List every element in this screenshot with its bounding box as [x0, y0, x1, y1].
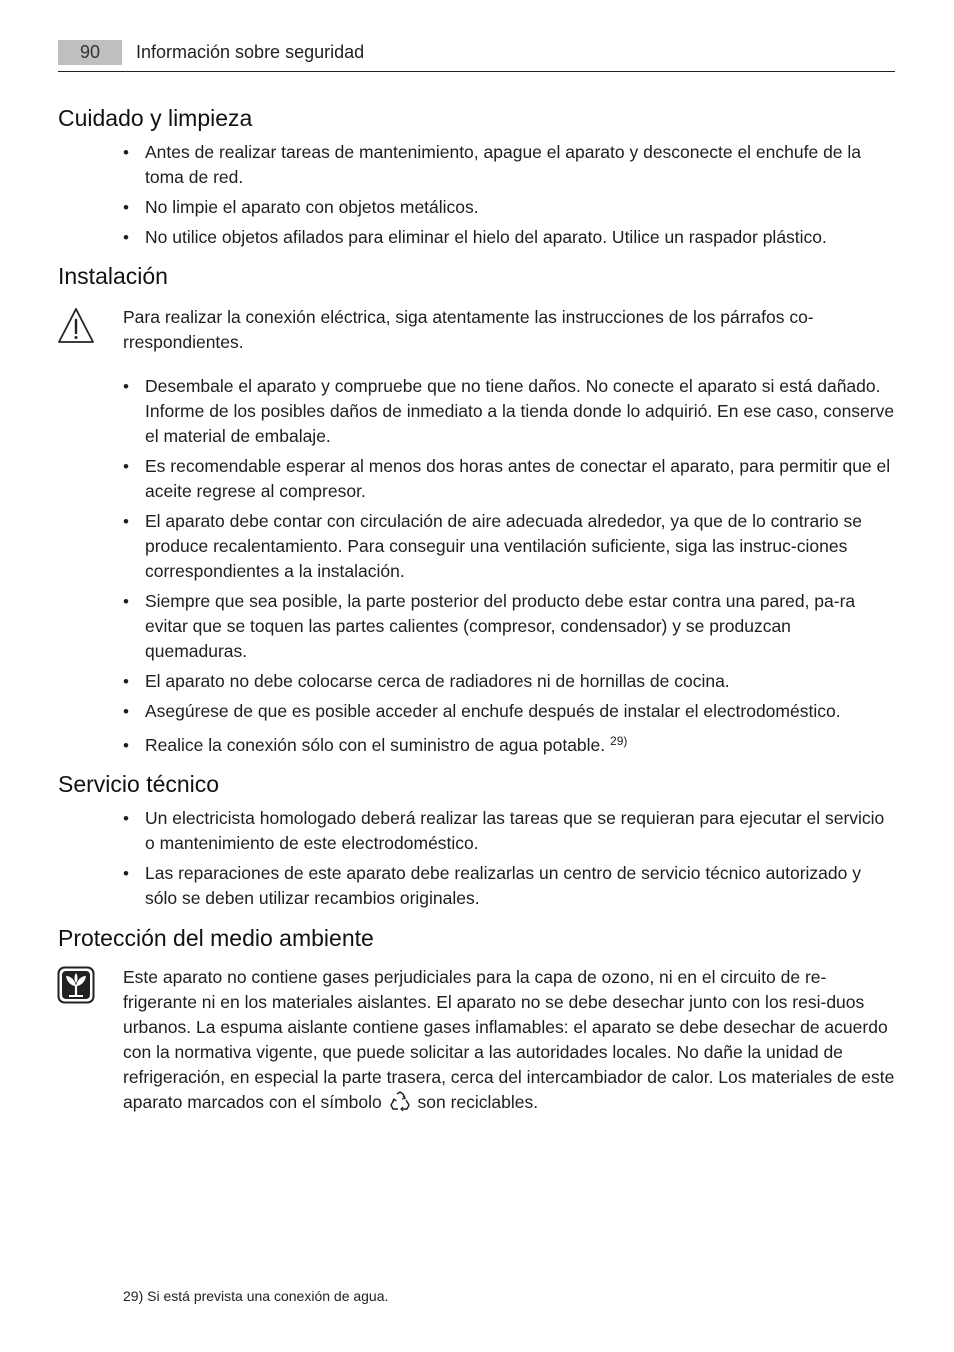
heading-environment: Protección del medio ambiente — [58, 925, 374, 951]
list-item: • Un electricista homologado deberá realizar las tareas que se requieran para ejecutar el servicio o mantenimiento de este electrodoméstico. — [123, 806, 895, 856]
page-number: 90 — [58, 40, 122, 65]
recycle-icon — [389, 1090, 411, 1112]
list-item-water — [123, 733, 895, 758]
page-header — [58, 40, 895, 72]
header-title: Información sobre seguridad — [136, 42, 365, 62]
list-item: • Siempre que sea posible, la parte posterior del producto debe estar contra una pared, pa-ra evitar que se toquen las partes calientes (compresor, condensador) y se produzcan quemaduras. — [123, 589, 895, 664]
environment-text-main: Este aparato no contiene gases perjudiciales para la capa de ozono, ni en el circuito de re-frigerante ni en los materiales aislantes. El aparato no se debe desechar junto con los resi-duos urbanos. La espuma aislante contiene gases inflamables: el aparato se debe desechar de acuerdo con la normativa vigente, que puede solicitar a las autoridades locales. No dañe la unidad de refrigeración, en especial la parte trasera, cerca del intercambiador de calor. Los materiales de este aparato marcados con el símbolo — [123, 967, 895, 1112]
environment-plant-icon — [57, 966, 95, 1004]
list-item: • Las reparaciones de este aparato debe realizarlas un centro de servicio técnico autorizado y sólo se deben utilizar recambios originales. — [123, 861, 895, 911]
footnote-ref: 29) — [610, 734, 628, 748]
heading-service: Servicio técnico — [58, 771, 220, 797]
care-list — [123, 140, 895, 255]
heading-installation: Instalación — [58, 263, 168, 289]
warning-triangle-icon — [56, 306, 96, 346]
installation-warning-text: Para realizar la conexión eléctrica, siga atentamente las instrucciones de los párrafos co-rrespondientes. — [123, 307, 814, 352]
service-list — [123, 806, 895, 916]
list-item: • El aparato no debe colocarse cerca de radiadores ni de hornillas de cocina. — [123, 669, 895, 694]
footnote: 29) Si está prevista una conexión de agua. — [123, 1288, 389, 1304]
list-item: • Desembale el aparato y compruebe que no tiene daños. No conecte el aparato si está dañado. Informe de los posibles daños de inmediato a la tienda donde lo adquirió. En ese caso, conserve el material de embalaje. — [123, 374, 895, 449]
list-item: • No utilice objetos afilados para eliminar el hielo del aparato. Utilice un raspador plástico. — [123, 225, 895, 250]
list-item: • No limpie el aparato con objetos metálicos. — [123, 195, 895, 220]
heading-care: Cuidado y limpieza — [58, 105, 253, 131]
list-item: • Antes de realizar tareas de mantenimiento, apague el aparato y desconecte el enchufe de la toma de red. — [123, 140, 895, 190]
environment-text-end: son reciclables. — [417, 1092, 539, 1112]
installation-list — [123, 374, 895, 763]
list-item: • Asegúrese de que es posible acceder al enchufe después de instalar el electrodoméstico. — [123, 699, 895, 724]
list-item: • El aparato debe contar con circulación de aire adecuada alrededor, ya que de lo contrario se produce recalentamiento. Para conseguir una ventilación suficiente, siga las instruc-ciones correspondientes a la instalación. — [123, 509, 895, 584]
environment-text — [123, 965, 895, 1115]
list-item-text: Realice la conexión sólo con el suministro de agua potable. — [145, 735, 611, 755]
list-item: • Es recomendable esperar al menos dos horas antes de conectar el aparato, para permitir que el aceite regrese al compresor. — [123, 454, 895, 504]
